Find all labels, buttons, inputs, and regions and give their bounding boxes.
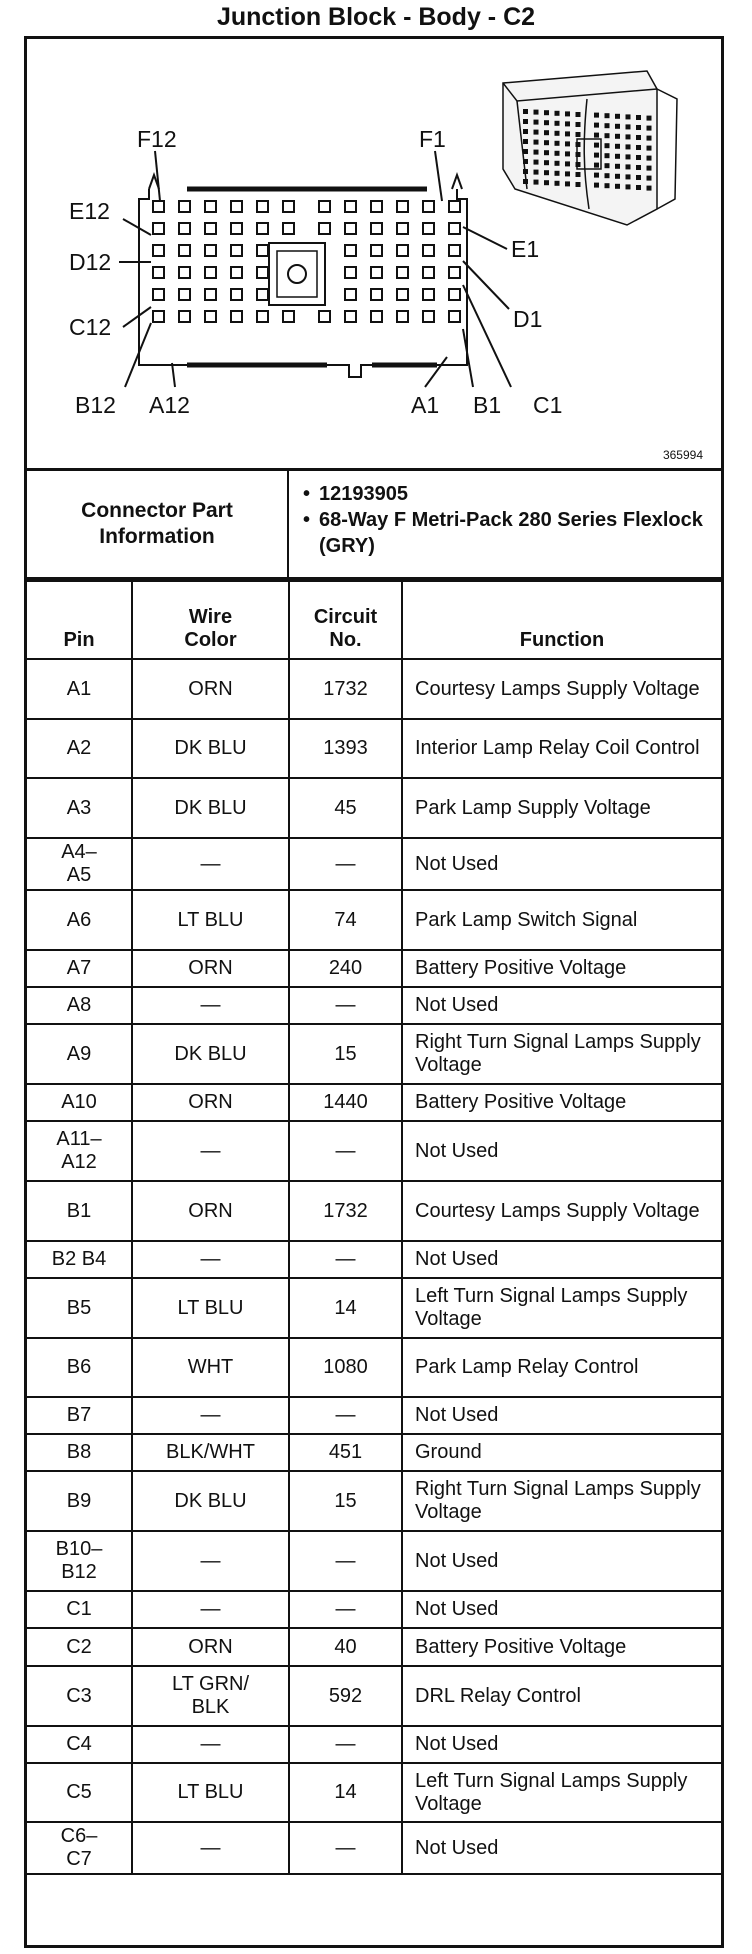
pin-label-d1: D1 xyxy=(513,306,543,332)
pin-cell: B10–B12 xyxy=(27,1531,132,1591)
function-cell: Ground xyxy=(402,1434,721,1471)
circuit-cell: 1080 xyxy=(289,1338,402,1397)
cavity-grid xyxy=(153,201,460,322)
wire-color-cell: ORN xyxy=(132,659,289,719)
table-row xyxy=(27,1822,721,1874)
pin-label-c12: C12 xyxy=(69,314,112,340)
pinout-table xyxy=(27,580,721,1875)
pin-cell: B2 B4 xyxy=(27,1241,132,1278)
function-cell: Battery Positive Voltage xyxy=(402,1628,721,1666)
wire-color-cell: LT BLU xyxy=(132,1763,289,1822)
circuit-cell: — xyxy=(289,1241,402,1278)
function-cell: Battery Positive Voltage xyxy=(402,1084,721,1121)
table-row xyxy=(27,987,721,1024)
pin-cell: C6–C7 xyxy=(27,1822,132,1874)
pin-cell: C2 xyxy=(27,1628,132,1666)
wire-color-cell: ORN xyxy=(132,1084,289,1121)
circuit-cell: — xyxy=(289,1397,402,1434)
wire-color-cell: LT GRN/ BLK xyxy=(132,1666,289,1726)
header-function: Function xyxy=(402,581,721,659)
pin-label-c1: C1 xyxy=(533,392,563,418)
circuit-cell: 1440 xyxy=(289,1084,402,1121)
function-cell: Right Turn Signal Lamps Supply Voltage xyxy=(402,1471,721,1531)
function-cell: Not Used xyxy=(402,1121,721,1181)
wire-color-cell: ORN xyxy=(132,1181,289,1241)
part-info-label: Connector Part Information xyxy=(27,471,289,577)
wire-color-cell: ORN xyxy=(132,1628,289,1666)
wire-color-cell: — xyxy=(132,1591,289,1628)
wire-color-cell: — xyxy=(132,1726,289,1763)
function-cell: Not Used xyxy=(402,838,721,890)
wire-color-cell: — xyxy=(132,838,289,890)
wire-color-cell: — xyxy=(132,1241,289,1278)
pin-cell: A9 xyxy=(27,1024,132,1084)
function-cell: Not Used xyxy=(402,1726,721,1763)
circuit-cell: 14 xyxy=(289,1763,402,1822)
circuit-cell: 74 xyxy=(289,890,402,950)
function-cell: Not Used xyxy=(402,1531,721,1591)
pin-cell: B9 xyxy=(27,1471,132,1531)
wire-color-cell: LT BLU xyxy=(132,1278,289,1338)
table-row xyxy=(27,1338,721,1397)
function-cell: Not Used xyxy=(402,1397,721,1434)
pin-label-a12: A12 xyxy=(149,392,190,418)
connector-face-drawing xyxy=(27,39,721,468)
wire-color-cell: DK BLU xyxy=(132,719,289,778)
table-row xyxy=(27,659,721,719)
connector-diagram xyxy=(27,39,721,471)
table-row xyxy=(27,1024,721,1084)
table-row xyxy=(27,1591,721,1628)
circuit-cell: 1732 xyxy=(289,659,402,719)
circuit-cell: 240 xyxy=(289,950,402,987)
function-cell: Park Lamp Relay Control xyxy=(402,1338,721,1397)
wire-color-cell: — xyxy=(132,1531,289,1591)
header-pin: Pin xyxy=(27,581,132,659)
pin-label-f12: F12 xyxy=(137,126,177,152)
table-row xyxy=(27,1121,721,1181)
function-cell: Park Lamp Switch Signal xyxy=(402,890,721,950)
table-row xyxy=(27,1181,721,1241)
circuit-cell: 14 xyxy=(289,1278,402,1338)
function-cell: Park Lamp Supply Voltage xyxy=(402,778,721,838)
circuit-cell: 40 xyxy=(289,1628,402,1666)
part-number: • 12193905 xyxy=(303,481,721,507)
wire-color-cell: DK BLU xyxy=(132,1024,289,1084)
pin-label-a1: A1 xyxy=(411,392,440,418)
wire-color-cell: DK BLU xyxy=(132,778,289,838)
circuit-cell: 15 xyxy=(289,1471,402,1531)
pin-label-b1: B1 xyxy=(473,392,502,418)
table-row xyxy=(27,1278,721,1338)
function-cell: Not Used xyxy=(402,1822,721,1874)
circuit-cell: 15 xyxy=(289,1024,402,1084)
table-row xyxy=(27,1628,721,1666)
pin-cell: A8 xyxy=(27,987,132,1024)
pin-cell: B8 xyxy=(27,1434,132,1471)
function-cell: DRL Relay Control xyxy=(402,1666,721,1726)
pin-cell: C4 xyxy=(27,1726,132,1763)
wire-color-cell: — xyxy=(132,987,289,1024)
function-cell: Not Used xyxy=(402,1241,721,1278)
wire-color-cell: BLK/WHT xyxy=(132,1434,289,1471)
table-row xyxy=(27,1763,721,1822)
figure-number: 365994 xyxy=(662,448,703,462)
table-row xyxy=(27,838,721,890)
pin-cell: C3 xyxy=(27,1666,132,1726)
pin-label-e1: E1 xyxy=(511,236,540,262)
function-cell: Right Turn Signal Lamps Supply Voltage xyxy=(402,1024,721,1084)
circuit-cell: 592 xyxy=(289,1666,402,1726)
circuit-cell: — xyxy=(289,1726,402,1763)
connector-part-info xyxy=(27,471,721,580)
function-cell: Left Turn Signal Lamps Supply Voltage xyxy=(402,1278,721,1338)
table-row xyxy=(27,1666,721,1726)
table-row xyxy=(27,778,721,838)
function-cell: Not Used xyxy=(402,987,721,1024)
circuit-cell: 1393 xyxy=(289,719,402,778)
circuit-cell: 451 xyxy=(289,1434,402,1471)
connector-sheet xyxy=(24,36,724,1948)
pin-cell: A6 xyxy=(27,890,132,950)
wire-color-cell: LT BLU xyxy=(132,890,289,950)
page-title: Junction Block - Body - C2 xyxy=(216,3,536,31)
wire-color-cell: — xyxy=(132,1822,289,1874)
pin-cell: B5 xyxy=(27,1278,132,1338)
pin-cell: A10 xyxy=(27,1084,132,1121)
pin-cell: B1 xyxy=(27,1181,132,1241)
wire-color-cell: — xyxy=(132,1121,289,1181)
pin-cell: A1 xyxy=(27,659,132,719)
part-info-values xyxy=(289,471,721,577)
circuit-cell: — xyxy=(289,838,402,890)
pin-cell: A11–A12 xyxy=(27,1121,132,1181)
pin-cell: A3 xyxy=(27,778,132,838)
function-cell: Interior Lamp Relay Coil Control xyxy=(402,719,721,778)
pin-cell: B6 xyxy=(27,1338,132,1397)
function-cell: Courtesy Lamps Supply Voltage xyxy=(402,1181,721,1241)
circuit-cell: 45 xyxy=(289,778,402,838)
table-row xyxy=(27,1471,721,1531)
wire-color-cell: ORN xyxy=(132,950,289,987)
pin-cell: A7 xyxy=(27,950,132,987)
table-row xyxy=(27,890,721,950)
function-cell: Battery Positive Voltage xyxy=(402,950,721,987)
header-wire-color: Wire Color xyxy=(132,581,289,659)
circuit-cell: — xyxy=(289,1822,402,1874)
pin-cell: A2 xyxy=(27,719,132,778)
table-row xyxy=(27,1397,721,1434)
table-row xyxy=(27,950,721,987)
table-row xyxy=(27,1241,721,1278)
connector-description: • 68-Way F Metri-Pack 280 Series Flexlock (GRY) xyxy=(303,507,721,559)
function-cell: Left Turn Signal Lamps Supply Voltage xyxy=(402,1763,721,1822)
function-cell: Courtesy Lamps Supply Voltage xyxy=(402,659,721,719)
table-row xyxy=(27,1726,721,1763)
pin-cell: A4–A5 xyxy=(27,838,132,890)
table-row xyxy=(27,1084,721,1121)
pin-label-d12: D12 xyxy=(69,249,112,275)
pin-cell: C5 xyxy=(27,1763,132,1822)
pin-label-b12: B12 xyxy=(75,392,116,418)
table-row xyxy=(27,1531,721,1591)
table-row xyxy=(27,719,721,778)
function-cell: Not Used xyxy=(402,1591,721,1628)
wire-color-cell: DK BLU xyxy=(132,1471,289,1531)
header-circuit-no: Circuit No. xyxy=(289,581,402,659)
table-row xyxy=(27,1434,721,1471)
circuit-cell: — xyxy=(289,987,402,1024)
pin-cell: B7 xyxy=(27,1397,132,1434)
circuit-cell: 1732 xyxy=(289,1181,402,1241)
wire-color-cell: — xyxy=(132,1397,289,1434)
pin-label-e12: E12 xyxy=(69,198,110,224)
circuit-cell: — xyxy=(289,1121,402,1181)
circuit-cell: — xyxy=(289,1531,402,1591)
wire-color-cell: WHT xyxy=(132,1338,289,1397)
circuit-cell: — xyxy=(289,1591,402,1628)
pin-label-f1: F1 xyxy=(419,126,446,152)
pin-cell: C1 xyxy=(27,1591,132,1628)
